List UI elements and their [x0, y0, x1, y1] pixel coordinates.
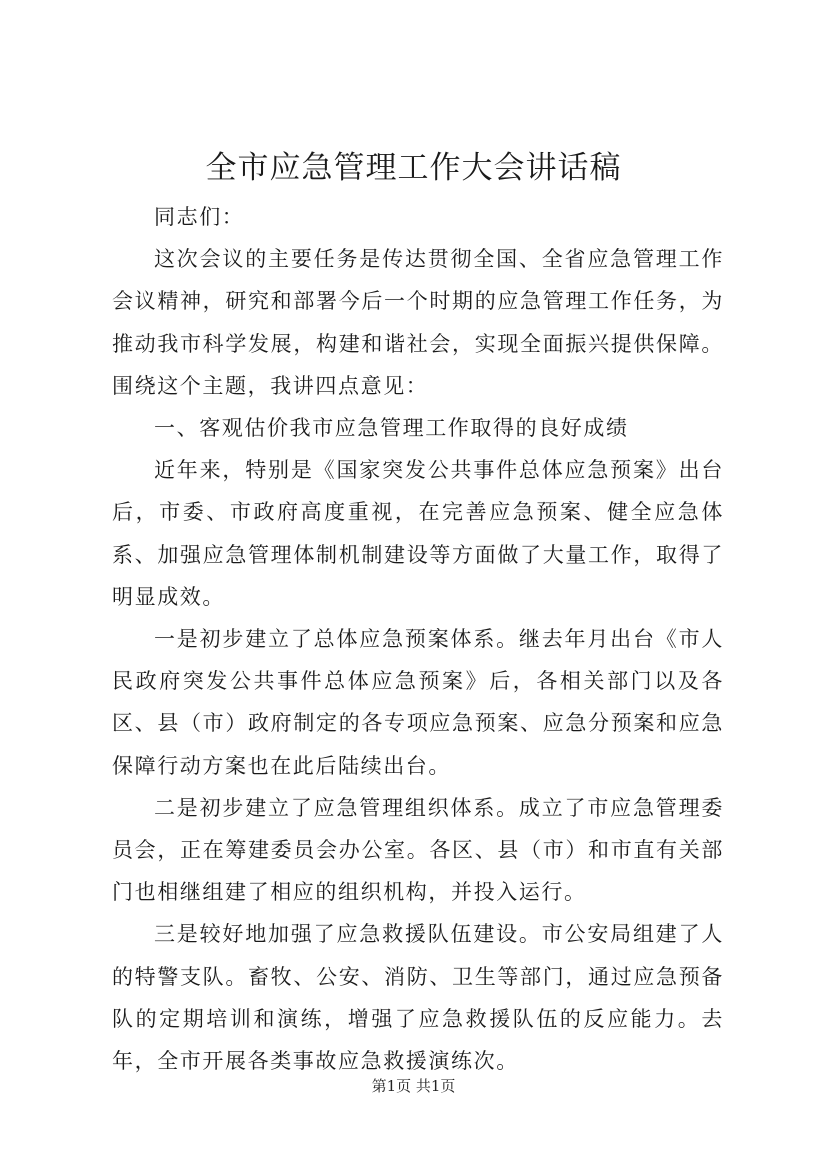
body-paragraph: 三是较好地加强了应急救援队伍建设。市公安局组建了人的特警支队。畜牧、公安、消防、卫生等部门，通过应急预备队的定期培训和演练，增强了应急救援队伍的反应能力。去年，全市开展各类事故应急救援演练次。 [112, 922, 724, 1074]
body-paragraph: 近年来，特别是《国家突发公共事件总体应急预案》出台后，市委、市政府高度重视，在完善应急预案、健全应急体系、加强应急管理体制机制建设等方面做了大量工作，取得了明显成效。 [112, 458, 724, 609]
document-body [112, 196, 724, 1082]
greeting-paragraph: 同志们： [154, 205, 245, 229]
section-heading: 一、客观估价我市应急管理工作取得的良好成绩 [154, 416, 629, 441]
page-footer: 第1页 共1页 [371, 1077, 456, 1095]
intro-paragraph: 这次会议的主要任务是传达贯彻全国、全省应急管理工作会议精神，研究和部署今后一个时期的应急管理工作任务，为推动我市科学发展，构建和谐社会，实现全面振兴提供保障。围绕这个主题，我讲四点意见： [112, 247, 724, 398]
body-paragraph: 二是初步建立了应急管理组织体系。成立了市应急管理委员会，正在筹建委员会办公室。各区、县（市）和市直有关部门也相继组建了相应的组织机构，并投入运行。 [112, 795, 724, 905]
document-title: 全市应急管理工作大会讲话稿 [205, 150, 622, 186]
body-paragraph: 一是初步建立了总体应急预案体系。继去年月出台《市人民政府突发公共事件总体应急预案》后，各相关部门以及各区、县（市）政府制定的各专项应急预案、应急分预案和应急保障行动方案也在此后陆续出台。 [112, 627, 724, 778]
